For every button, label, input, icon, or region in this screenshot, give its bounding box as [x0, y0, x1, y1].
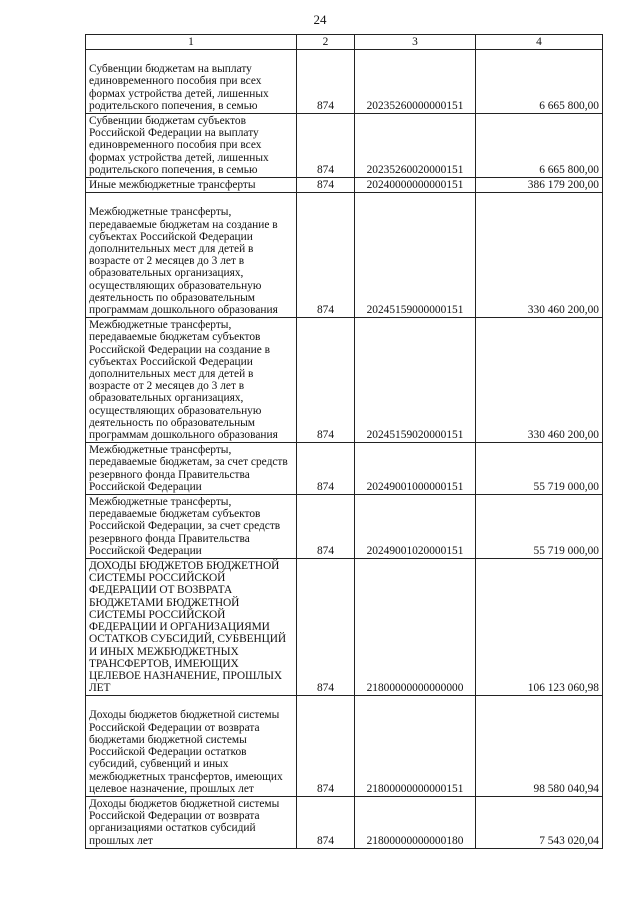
- row-sum-cell: 55 719 000,00: [476, 495, 603, 559]
- row-name-cell: Субвенции бюджетам на выплату единовременного пособия при всех формах устройства детей, лишенных родительского попечения, в семью: [86, 50, 297, 114]
- table-row: [86, 796, 603, 848]
- row-admin-cell: 874: [297, 559, 355, 696]
- row-admin-cell: 874: [297, 318, 355, 443]
- header-col-4: 4: [476, 35, 603, 50]
- header-col-3: 3: [355, 35, 476, 50]
- row-name-cell: Доходы бюджетов бюджетной системы Российской Федерации от возврата организациями остатков субсидий прошлых лет: [86, 796, 297, 848]
- row-code-cell: 21800000000000000: [355, 559, 476, 696]
- budget-table: [85, 34, 603, 849]
- row-name-cell: Межбюджетные трансферты, передаваемые бюджетам, за счет средств резервного фонда Правительства Российской Федерации: [86, 443, 297, 495]
- header-col-1: 1: [86, 35, 297, 50]
- row-admin-cell: 874: [297, 50, 355, 114]
- row-sum-cell: 6 665 800,00: [476, 50, 603, 114]
- row-admin-cell: 874: [297, 796, 355, 848]
- table-row: [86, 178, 603, 193]
- row-admin-cell: 874: [297, 114, 355, 178]
- row-name-cell: Межбюджетные трансферты, передаваемые бюджетам на создание в субъектах Российской Федерации дополнительных мест для детей в возрасте от 2 месяцев до 3 лет в образовательных организациях, осуществляющих образовательную деятельность по образовательным программам дошкольного образования: [86, 193, 297, 318]
- row-sum-cell: 386 179 200,00: [476, 178, 603, 193]
- row-code-cell: 20235260000000151: [355, 50, 476, 114]
- table-row: [86, 193, 603, 318]
- row-sum-cell: 6 665 800,00: [476, 114, 603, 178]
- table-row: [86, 495, 603, 559]
- row-code-cell: 20249001000000151: [355, 443, 476, 495]
- row-code-cell: 20249001020000151: [355, 495, 476, 559]
- row-sum-cell: 330 460 200,00: [476, 193, 603, 318]
- table-row: [86, 559, 603, 696]
- table-row: [86, 50, 603, 114]
- row-admin-cell: 874: [297, 495, 355, 559]
- row-admin-cell: 874: [297, 696, 355, 797]
- row-admin-cell: 874: [297, 443, 355, 495]
- row-code-cell: 20245159020000151: [355, 318, 476, 443]
- row-name-cell: Доходы бюджетов бюджетной системы Российской Федерации от возврата бюджетами бюджетной системы Российской Федерации остатков субсидий, субвенций и иных межбюджетных трансфертов, имеющих целевое назначение, прошлых лет: [86, 696, 297, 797]
- header-row: [86, 35, 603, 50]
- row-name-cell: Иные межбюджетные трансферты: [86, 178, 297, 193]
- table-row: [86, 696, 603, 797]
- row-name-cell: Межбюджетные трансферты, передаваемые бюджетам субъектов Российской Федерации, за счет средств резервного фонда Правительства Российской Федерации: [86, 495, 297, 559]
- row-sum-cell: 330 460 200,00: [476, 318, 603, 443]
- row-code-cell: 20240000000000151: [355, 178, 476, 193]
- row-sum-cell: 106 123 060,98: [476, 559, 603, 696]
- table-row: [86, 114, 603, 178]
- row-code-cell: 20235260020000151: [355, 114, 476, 178]
- table-row: [86, 318, 603, 443]
- table-row: [86, 443, 603, 495]
- page-number: 24: [313, 12, 327, 27]
- row-code-cell: 21800000000000180: [355, 796, 476, 848]
- row-name-cell: ДОХОДЫ БЮДЖЕТОВ БЮДЖЕТНОЙ СИСТЕМЫ РОССИЙСКОЙ ФЕДЕРАЦИИ ОТ ВОЗВРАТА БЮДЖЕТАМИ БЮДЖЕТНОЙ СИСТЕМЫ РОССИЙСКОЙ ФЕДЕРАЦИИ И ОРГАНИЗАЦИЯМИ ОСТАТКОВ СУБСИДИЙ, СУБВЕНЦИЙ И ИНЫХ МЕЖБЮДЖЕТНЫХ ТРАНСФЕРТОВ, ИМЕЮЩИХ ЦЕЛЕВОЕ НАЗНАЧЕНИЕ, ПРОШЛЫХ ЛЕТ: [86, 559, 297, 696]
- row-code-cell: 21800000000000151: [355, 696, 476, 797]
- row-sum-cell: 98 580 040,94: [476, 696, 603, 797]
- row-admin-cell: 874: [297, 193, 355, 318]
- row-admin-cell: 874: [297, 178, 355, 193]
- header-col-2: 2: [297, 35, 355, 50]
- row-code-cell: 20245159000000151: [355, 193, 476, 318]
- row-sum-cell: 7 543 020,04: [476, 796, 603, 848]
- row-name-cell: Межбюджетные трансферты, передаваемые бюджетам субъектов Российской Федерации на создание в субъектах Российской Федерации дополнительных мест для детей в возрасте от 2 месяцев до 3 лет в образовательных организациях, осуществляющих образовательную деятельность по образовательным программам дошкольного образования: [86, 318, 297, 443]
- row-sum-cell: 55 719 000,00: [476, 443, 603, 495]
- row-name-cell: Субвенции бюджетам субъектов Российской Федерации на выплату единовременного пособия при всех формах устройства детей, лишенных родительского попечения, в семью: [86, 114, 297, 178]
